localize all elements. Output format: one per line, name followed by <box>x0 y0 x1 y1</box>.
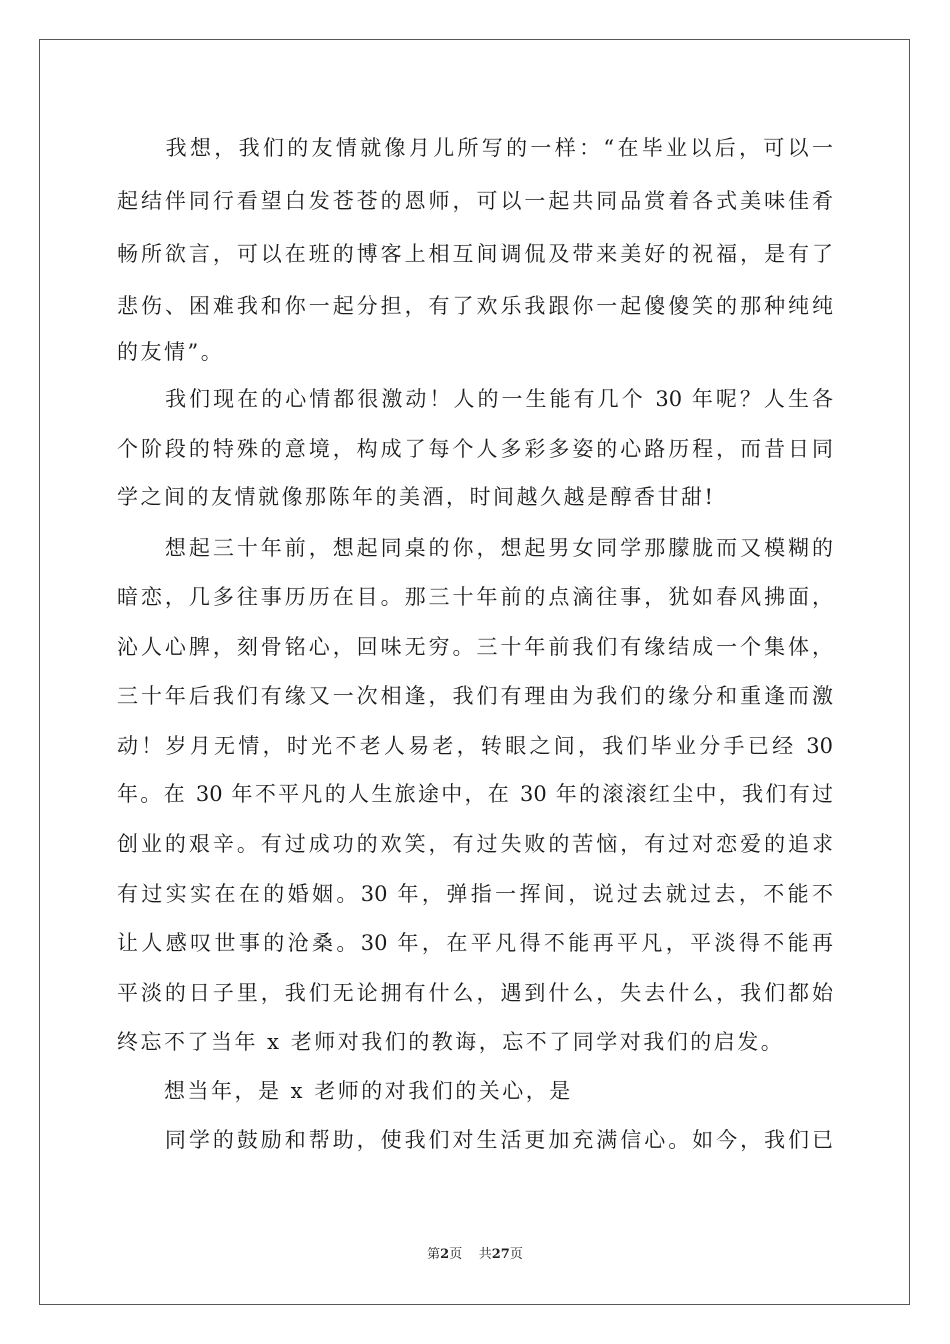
text-line: 我们现在的心情都很激动！人的一生能有几个 30 年呢？人生各 <box>117 387 833 411</box>
text-line: 年。在 30 年不平凡的人生旅途中，在 30 年的滚滚红尘中，我们有过 <box>117 782 833 806</box>
text-line: 有过实实在在的婚姻。30 年，弹指一挥间，说过去就过去，不能不 <box>117 882 833 906</box>
text-line: 想起三十年前，想起同桌的你，想起男女同学那朦胧而又模糊的 <box>117 536 833 560</box>
text-line: 想当年，是 x 老师的对我们的关心，是 <box>117 1079 573 1103</box>
page-number: 2 <box>440 1247 450 1262</box>
text-line: 沁人心脾，刻骨铭心，回味无穷。三十年前我们有缘结成一个集体， <box>117 635 833 659</box>
text-line: 暗恋，几多往事历历在目。那三十年前的点滴往事，犹如春风拂面， <box>117 585 833 609</box>
text-line: 起结伴同行看望白发苍苍的恩师，可以一起共同品赏着各式美味佳肴 <box>117 189 833 213</box>
text-line: 终忘不了当年 x 老师对我们的教诲，忘不了同学对我们的启发。 <box>117 1030 785 1054</box>
text-line: 个阶段的特殊的意境，构成了每个人多彩多姿的心路历程，而昔日同 <box>117 437 833 461</box>
text-line: 我想，我们的友情就像月儿所写的一样：“在毕业以后，可以一 <box>117 136 833 160</box>
text-line: 创业的艰辛。有过成功的欢笑，有过失败的苦恼，有过对恋爱的追求 <box>117 832 833 856</box>
page-suffix: 页 <box>449 1247 463 1262</box>
text-line: 的友情”。 <box>117 340 225 364</box>
text-line: 平淡的日子里，我们无论拥有什么，遇到什么，失去什么，我们都始 <box>117 981 833 1005</box>
text-line: 三十年后我们有缘又一次相逢，我们有理由为我们的缘分和重逢而激 <box>117 684 833 708</box>
text-line: 动！岁月无情，时光不老人易老，转眼之间，我们毕业分手已经 30 <box>117 734 833 758</box>
text-line: 悲伤、困难我和你一起分担，有了欢乐我跟你一起傻傻笑的那种纯纯 <box>117 294 833 318</box>
page-prefix: 第 <box>427 1247 441 1262</box>
total-suffix: 页 <box>509 1247 523 1262</box>
page-footer <box>0 1247 950 1263</box>
page-border <box>39 39 910 1305</box>
total-prefix: 共 <box>478 1247 492 1262</box>
text-line: 学之间的友情就像那陈年的美酒，时间越久越是醇香甘甜! <box>117 485 716 509</box>
text-line: 同学的鼓励和帮助，使我们对生活更加充满信心。如今，我们已 <box>117 1128 833 1152</box>
text-line: 畅所欲言，可以在班的博客上相互间调侃及带来美好的祝福，是有了 <box>117 242 833 266</box>
total-pages: 27 <box>491 1247 510 1262</box>
text-line: 让人感叹世事的沧桑。30 年，在平凡得不能再平凡，平淡得不能再 <box>117 931 833 955</box>
